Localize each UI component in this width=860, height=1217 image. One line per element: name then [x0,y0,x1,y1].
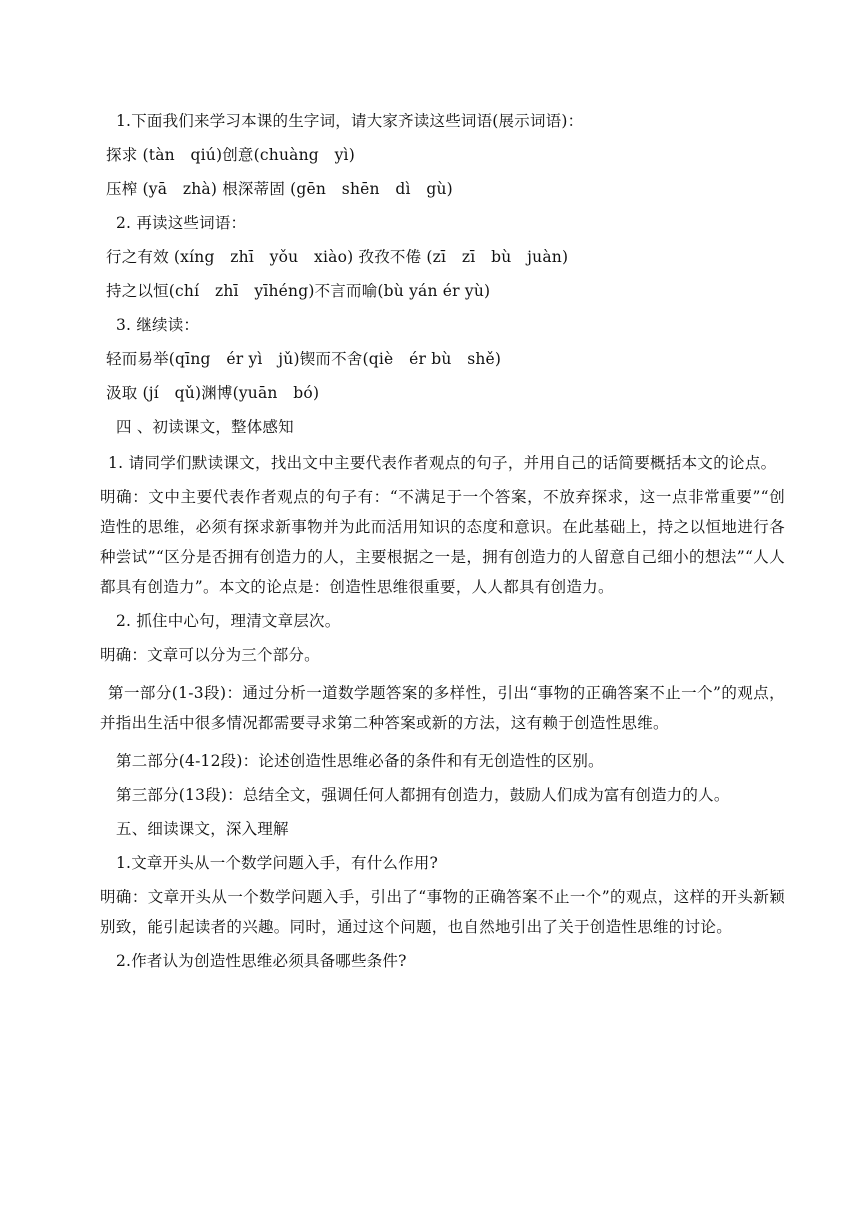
vocab-instruction-2: 2. 再读这些词语： [116,214,247,232]
question-5-2-line: 2.作者认为创造性思维必须具备哪些条件? [116,952,407,970]
answer-5-1-paragraph: 明确：文章开头从一个数学问题入手，引出了“事物的正确答案不止一个”的观点，这样的开头新颖别致，能引起读者的兴趣。同时，通过这个问题，也自然地引出了关于创造性思维的讨论。 [100,888,785,936]
vocab-line-tanqiu-chuangyi: 探求 (tàn qiú)创意(chuàng yì) [106,146,355,164]
part-2-line: 第二部分(4-12段)：论述创造性思维必备的条件和有无创造性的区别。 [116,752,604,770]
answer-2-line: 明确：文章可以分为三个部分。 [100,646,320,664]
section-heading-4: 四 、初读课文，整体感知 [116,418,294,436]
vocab-instruction-1: 1.下面我们来学习本课的生字词，请大家齐读这些词语(展示词语)： [116,112,584,130]
part-3-line: 第三部分(13段)：总结全文，强调任何人都拥有创造力，鼓励人们成为富有创造力的人。 [116,786,730,804]
vocab-line-jiqu-yuanbo: 汲取 (jí qǔ)渊博(yuān bó) [106,384,320,402]
vocab-line-qingeryiju-qieerbushe: 轻而易举(qīng ér yì jǔ)锲而不舍(qiè ér bù shě) [106,350,502,368]
part-1-paragraph: 第一部分(1-3段)：通过分析一道数学题答案的多样性，引出“事物的正确答案不止一个”的观点，并指出生活中很多情况都需要寻求第二种答案或新的方法，这有赖于创造性思维。 [100,684,785,732]
question-1-paragraph: 1. 请同学们默读课文，找出文中主要代表作者观点的句子，并用自己的话简要概括本文的论点。 [108,454,777,472]
question-5-1-line: 1.文章开头从一个数学问题入手，有什么作用? [116,854,438,872]
vocab-line-chizhiyiheng-buyaneryu: 持之以恒(chí zhī yīhéng)不言而喻(bù yán ér yù) [106,282,491,300]
question-2-line: 2. 抓住中心句，理清文章层次。 [116,612,341,630]
vocab-instruction-3: 3. 继续读： [116,316,200,334]
section-heading-5: 五、细读课文，深入理解 [116,820,289,838]
vocab-line-xingzhiyouxiao-zizibujuan: 行之有效 (xíng zhī yǒu xiào) 孜孜不倦 (zī zī bù juàn) [106,248,569,266]
document-body [100,106,785,976]
vocab-line-yazha-genshendigu: 压榨 (yā zhà) 根深蒂固 (gēn shēn dì gù) [106,180,453,198]
answer-1-paragraph: 明确：文中主要代表作者观点的句子有：“不满足于一个答案，不放弃探求，这一点非常重要”“创造性的思维，必须有探求新事物并为此而活用知识的态度和意识。在此基础上，持之以恒地进行各种尝试”“区分是否拥有创造力的人，主要根据之一是，拥有创造力的人留意自己细小的想法”“人人都具有创造力”。本文的论点是：创造性思维很重要，人人都具有创造力。 [100,488,785,596]
